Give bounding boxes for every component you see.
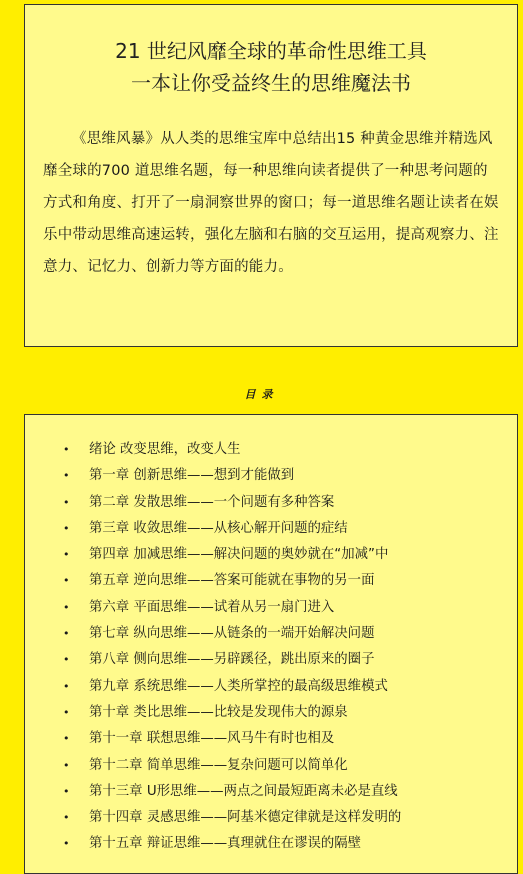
toc-item-label: 第十四章 灵感思维——阿基米德定律就是这样发明的 <box>89 810 402 826</box>
bullet-icon: • <box>63 784 70 798</box>
toc-item[interactable] <box>63 568 517 594</box>
intro-title-line2: 一本让你受益终生的思维魔法书 <box>131 71 411 95</box>
bullet-icon: • <box>63 679 70 693</box>
toc-item[interactable] <box>63 674 517 700</box>
toc-item-label: 第十三章 U形思维——两点之间最短距离未必是直线 <box>89 783 398 799</box>
bullet-icon: • <box>63 705 70 719</box>
toc-item[interactable] <box>63 726 517 752</box>
bullet-icon: • <box>63 837 70 851</box>
bullet-icon: • <box>63 811 70 825</box>
bullet-icon: • <box>63 495 70 509</box>
intro-title <box>25 35 517 99</box>
toc-item-label: 第二章 发散思维——一个问题有多种答案 <box>89 494 335 510</box>
toc-item[interactable] <box>63 595 517 621</box>
toc-item[interactable] <box>63 700 517 726</box>
bullet-icon: • <box>63 600 70 614</box>
toc-item[interactable] <box>63 516 517 542</box>
toc-item-label: 第一章 创新思维——想到才能做到 <box>89 468 295 484</box>
toc-heading: 目录 <box>244 388 279 401</box>
toc-item[interactable] <box>63 647 517 673</box>
toc-item-label: 第十二章 简单思维——复杂问题可以简单化 <box>89 757 348 773</box>
toc-item-label: 第十五章 辩证思维——真理就住在谬误的隔壁 <box>89 836 362 852</box>
toc-item-label: 第三章 收敛思维——从核心解开问题的症结 <box>89 520 348 536</box>
bullet-icon: • <box>63 443 70 456</box>
toc-item-label: 第十一章 联想思维——风马牛有时也相及 <box>89 731 335 747</box>
bullet-icon: • <box>63 758 70 772</box>
intro-body: 《思维风暴》从人类的思维宝库中总结出15 种黄金思维并精选风靡全球的700 道思维名题，每一种思维向读者提供了一种思考问题的方式和角度、打开了一扇洞察世界的窗口；每一道思维名题让读者在娱乐中带动思维高速运转，强化左脑和右脑的交互运用，提高观察力、注意力、记忆力、创新力等方面的能力。 <box>43 131 499 275</box>
intro-box <box>24 4 518 347</box>
toc-item[interactable] <box>63 463 517 489</box>
toc-list <box>25 415 517 858</box>
toc-item[interactable] <box>63 621 517 647</box>
toc-item-label: 第七章 纵向思维——从链条的一端开始解决问题 <box>89 626 375 642</box>
bullet-icon: • <box>63 521 70 535</box>
bullet-icon: • <box>63 627 70 641</box>
toc-item-label: 绪论 改变思维，改变人生 <box>89 442 241 457</box>
toc-box <box>24 414 518 874</box>
toc-item[interactable] <box>63 779 517 805</box>
toc-item-label: 第十章 类比思维——比较是发现伟大的源泉 <box>89 704 348 720</box>
toc-item[interactable] <box>63 831 517 857</box>
bullet-icon: • <box>63 732 70 746</box>
toc-item[interactable] <box>63 753 517 779</box>
toc-item-label: 第五章 逆向思维——答案可能就在事物的另一面 <box>89 573 375 589</box>
toc-item[interactable] <box>63 805 517 831</box>
toc-item-label: 第八章 侧向思维——另辟蹊径，跳出原来的圈子 <box>89 652 375 668</box>
toc-item-label: 第四章 加减思维——解决问题的奥妙就在“加减”中 <box>89 547 389 563</box>
toc-item-label: 第六章 平面思维——试着从另一扇门进入 <box>89 599 335 615</box>
bullet-icon: • <box>63 574 70 588</box>
intro-title-line1: 21 世纪风靡全球的革命性思维工具 <box>115 39 427 63</box>
toc-item-label: 第九章 系统思维——人类所掌控的最高级思维模式 <box>89 678 388 694</box>
bullet-icon: • <box>63 653 70 667</box>
bullet-icon: • <box>63 469 70 483</box>
bullet-icon: • <box>63 548 70 562</box>
toc-item[interactable] <box>63 437 517 463</box>
toc-item[interactable] <box>63 542 517 568</box>
toc-item[interactable] <box>63 490 517 516</box>
